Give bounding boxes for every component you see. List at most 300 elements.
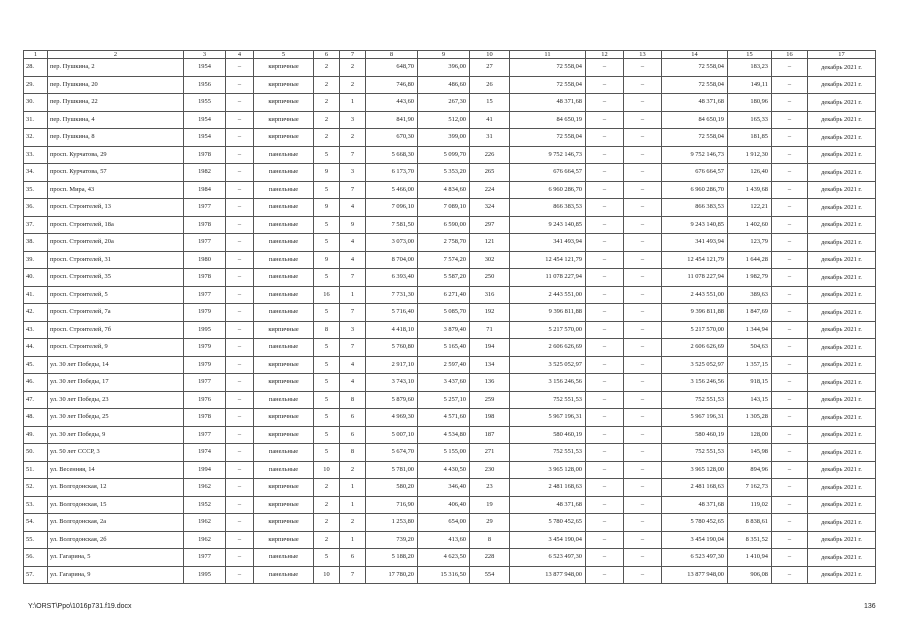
table-cell: 866 383,53	[662, 199, 728, 217]
table-cell: –	[586, 59, 624, 77]
table-cell: 2	[314, 479, 340, 497]
table-cell: ул. 30 лет Победы, 23	[48, 391, 184, 409]
table-cell: –	[772, 234, 808, 252]
table-cell: 389,63	[728, 286, 772, 304]
table-cell: 12 454 121,79	[510, 251, 586, 269]
table-cell: панельные	[254, 251, 314, 269]
table-cell: –	[772, 76, 808, 94]
table-cell: 38.	[24, 234, 48, 252]
table-body	[24, 51, 876, 584]
table-cell: 149,11	[728, 76, 772, 94]
table-row	[24, 94, 876, 112]
table-cell: кирпичные	[254, 76, 314, 94]
table-row	[24, 566, 876, 584]
table-cell: 5 257,10	[418, 391, 470, 409]
table-cell: 17 780,20	[366, 566, 418, 584]
table-cell: –	[772, 129, 808, 147]
table-cell: 2 606 626,69	[662, 339, 728, 357]
table-cell: просп. Строителей, 13	[48, 199, 184, 217]
table-cell: 55.	[24, 531, 48, 549]
table-cell: 29	[470, 514, 510, 532]
table-cell: 31.	[24, 111, 48, 129]
table-cell: 136	[470, 374, 510, 392]
table-cell: 52.	[24, 479, 48, 497]
table-cell: 580 460,19	[662, 426, 728, 444]
table-cell: 47.	[24, 391, 48, 409]
table-cell: 670,30	[366, 129, 418, 147]
table-cell: 7 162,73	[728, 479, 772, 497]
table-cell: –	[624, 76, 662, 94]
column-number-row	[24, 51, 876, 59]
table-cell: 84 650,19	[510, 111, 586, 129]
table-cell: 580 460,19	[510, 426, 586, 444]
table-cell: 271	[470, 444, 510, 462]
table-cell: 2 443 551,00	[510, 286, 586, 304]
table-cell: 1 344,94	[728, 321, 772, 339]
table-cell: 2	[314, 129, 340, 147]
table-row	[24, 181, 876, 199]
table-cell: –	[772, 164, 808, 182]
table-cell: 7	[340, 339, 366, 357]
table-cell: 9 396 811,88	[662, 304, 728, 322]
housing-table	[23, 50, 876, 584]
table-cell: панельные	[254, 461, 314, 479]
table-cell: 19	[470, 496, 510, 514]
table-cell: 5	[314, 356, 340, 374]
table-cell: –	[624, 461, 662, 479]
table-cell: –	[586, 409, 624, 427]
table-cell: –	[624, 531, 662, 549]
table-cell: пер. Пушкина, 2	[48, 59, 184, 77]
table-row	[24, 304, 876, 322]
table-cell: просп. Строителей, 18а	[48, 216, 184, 234]
table-cell: 1979	[184, 304, 226, 322]
table-cell: 134	[470, 356, 510, 374]
table-cell: 5	[314, 216, 340, 234]
table-cell: –	[624, 146, 662, 164]
table-cell: –	[226, 59, 254, 77]
table-cell: –	[624, 304, 662, 322]
table-cell: 5 165,40	[418, 339, 470, 357]
table-cell: 9	[340, 216, 366, 234]
table-cell: 41.	[24, 286, 48, 304]
table-cell: панельные	[254, 391, 314, 409]
table-cell: 28.	[24, 59, 48, 77]
table-cell: 3	[340, 111, 366, 129]
table-cell: панельные	[254, 234, 314, 252]
table-cell: ул. Весенняя, 14	[48, 461, 184, 479]
table-cell: декабрь 2021 г.	[808, 234, 876, 252]
table-cell: –	[772, 356, 808, 374]
table-cell: декабрь 2021 г.	[808, 269, 876, 287]
table-cell: –	[586, 566, 624, 584]
table-cell: 3 743,10	[366, 374, 418, 392]
table-row	[24, 496, 876, 514]
table-row	[24, 461, 876, 479]
table-cell: 224	[470, 181, 510, 199]
table-cell: 2 917,10	[366, 356, 418, 374]
table-cell: 443,60	[366, 94, 418, 112]
table-cell: 2	[314, 94, 340, 112]
table-cell: –	[624, 426, 662, 444]
table-cell: 4	[340, 251, 366, 269]
table-cell: –	[772, 339, 808, 357]
table-cell: ул. 30 лет Победы, 14	[48, 356, 184, 374]
table-cell: –	[226, 549, 254, 567]
table-cell: –	[226, 444, 254, 462]
table-cell: 2 606 626,69	[510, 339, 586, 357]
table-cell: просп. Курчатова, 29	[48, 146, 184, 164]
table-row	[24, 216, 876, 234]
table-cell: 7 574,20	[418, 251, 470, 269]
table-row	[24, 549, 876, 567]
table-cell: кирпичные	[254, 409, 314, 427]
table-cell: 6 523 497,30	[510, 549, 586, 567]
table-row	[24, 111, 876, 129]
table-cell: –	[772, 514, 808, 532]
table-cell: –	[772, 59, 808, 77]
table-cell: 2	[340, 461, 366, 479]
table-cell: –	[226, 251, 254, 269]
table-cell: –	[772, 549, 808, 567]
column-number: 9	[418, 51, 470, 59]
table-cell: декабрь 2021 г.	[808, 374, 876, 392]
table-cell: –	[624, 234, 662, 252]
table-cell: 5 879,60	[366, 391, 418, 409]
table-cell: 9 752 146,73	[510, 146, 586, 164]
table-cell: 1 912,30	[728, 146, 772, 164]
table-cell: 126,40	[728, 164, 772, 182]
table-cell: –	[226, 566, 254, 584]
table-row	[24, 339, 876, 357]
table-cell: панельные	[254, 164, 314, 182]
table-cell: –	[624, 444, 662, 462]
table-cell: 413,60	[418, 531, 470, 549]
table-cell: 3 454 190,04	[510, 531, 586, 549]
column-number: 1	[24, 51, 48, 59]
table-cell: 4 834,60	[418, 181, 470, 199]
table-cell: декабрь 2021 г.	[808, 304, 876, 322]
table-cell: 8 351,52	[728, 531, 772, 549]
table-row	[24, 199, 876, 217]
table-cell: –	[624, 409, 662, 427]
table-cell: 5 967 196,31	[510, 409, 586, 427]
table-cell: 1980	[184, 251, 226, 269]
table-cell: просп. Строителей, 7а	[48, 304, 184, 322]
table-cell: 181,85	[728, 129, 772, 147]
table-cell: просп. Строителей, 7б	[48, 321, 184, 339]
table-cell: 50.	[24, 444, 48, 462]
table-cell: –	[772, 286, 808, 304]
table-cell: 2 597,40	[418, 356, 470, 374]
table-cell: –	[772, 409, 808, 427]
table-cell: 894,96	[728, 461, 772, 479]
table-cell: 2	[314, 514, 340, 532]
table-cell: кирпичные	[254, 59, 314, 77]
table-cell: 4 418,10	[366, 321, 418, 339]
table-cell: 29.	[24, 76, 48, 94]
table-cell: панельные	[254, 269, 314, 287]
table-cell: 5	[314, 146, 340, 164]
table-cell: 9 752 146,73	[662, 146, 728, 164]
table-cell: –	[772, 479, 808, 497]
table-cell: пер. Пушкина, 20	[48, 76, 184, 94]
table-cell: декабрь 2021 г.	[808, 286, 876, 304]
table-cell: панельные	[254, 199, 314, 217]
table-cell: декабрь 2021 г.	[808, 129, 876, 147]
table-cell: 3 437,60	[418, 374, 470, 392]
table-cell: 27	[470, 59, 510, 77]
column-number: 7	[340, 51, 366, 59]
table-cell: 2 443 551,00	[662, 286, 728, 304]
table-cell: 4 623,50	[418, 549, 470, 567]
table-cell: 3 965 128,00	[510, 461, 586, 479]
table-cell: 6	[340, 549, 366, 567]
table-cell: 123,79	[728, 234, 772, 252]
table-cell: 183,23	[728, 59, 772, 77]
table-cell: 5 781,00	[366, 461, 418, 479]
table-cell: 165,33	[728, 111, 772, 129]
table-cell: 676 664,57	[510, 164, 586, 182]
table-cell: кирпичные	[254, 496, 314, 514]
table-cell: –	[586, 286, 624, 304]
table-cell: 35.	[24, 181, 48, 199]
table-cell: просп. Курчатова, 57	[48, 164, 184, 182]
table-row	[24, 514, 876, 532]
table-cell: 4 571,60	[418, 409, 470, 427]
table-cell: –	[586, 461, 624, 479]
table-cell: 3 525 052,97	[510, 356, 586, 374]
table-cell: 3 454 190,04	[662, 531, 728, 549]
table-cell: 8	[340, 444, 366, 462]
table-cell: –	[226, 426, 254, 444]
table-cell: 13 877 948,00	[662, 566, 728, 584]
table-cell: декабрь 2021 г.	[808, 59, 876, 77]
table-cell: 5 668,30	[366, 146, 418, 164]
table-cell: кирпичные	[254, 426, 314, 444]
table-cell: 5	[314, 444, 340, 462]
table-cell: –	[226, 321, 254, 339]
table-cell: 16	[314, 286, 340, 304]
table-cell: –	[624, 496, 662, 514]
table-cell: –	[226, 216, 254, 234]
table-cell: 2	[340, 514, 366, 532]
table-cell: 2	[314, 76, 340, 94]
table-cell: 56.	[24, 549, 48, 567]
table-cell: 8 838,61	[728, 514, 772, 532]
table-row	[24, 251, 876, 269]
table-cell: 7 096,10	[366, 199, 418, 217]
table-cell: кирпичные	[254, 321, 314, 339]
table-cell: панельные	[254, 146, 314, 164]
table-cell: –	[226, 286, 254, 304]
document-page	[23, 50, 875, 584]
table-cell: 918,15	[728, 374, 772, 392]
table-cell: 1 982,79	[728, 269, 772, 287]
table-cell: –	[624, 59, 662, 77]
table-cell: –	[586, 391, 624, 409]
table-cell: декабрь 2021 г.	[808, 496, 876, 514]
table-cell: 1995	[184, 566, 226, 584]
table-cell: декабрь 2021 г.	[808, 164, 876, 182]
table-cell: –	[226, 304, 254, 322]
table-cell: кирпичные	[254, 94, 314, 112]
column-number: 5	[254, 51, 314, 59]
table-cell: пер. Пушкина, 4	[48, 111, 184, 129]
table-cell: –	[226, 269, 254, 287]
table-cell: просп. Строителей, 35	[48, 269, 184, 287]
table-cell: –	[226, 356, 254, 374]
table-cell: кирпичные	[254, 356, 314, 374]
table-cell: 5	[314, 391, 340, 409]
column-number: 14	[662, 51, 728, 59]
table-cell: 72 558,04	[662, 59, 728, 77]
table-cell: –	[624, 391, 662, 409]
table-row	[24, 356, 876, 374]
table-cell: декабрь 2021 г.	[808, 321, 876, 339]
table-cell: 752 551,53	[662, 391, 728, 409]
table-cell: 5 085,70	[418, 304, 470, 322]
table-cell: –	[624, 181, 662, 199]
table-cell: ул. Гагарина, 9	[48, 566, 184, 584]
table-cell: –	[586, 76, 624, 94]
column-number: 6	[314, 51, 340, 59]
table-cell: –	[772, 444, 808, 462]
table-cell: 5	[314, 339, 340, 357]
table-row	[24, 234, 876, 252]
table-cell: 10	[314, 566, 340, 584]
table-cell: панельные	[254, 286, 314, 304]
table-cell: 119,02	[728, 496, 772, 514]
table-cell: –	[624, 286, 662, 304]
table-cell: 230	[470, 461, 510, 479]
column-number: 10	[470, 51, 510, 59]
table-cell: 265	[470, 164, 510, 182]
table-cell: –	[772, 304, 808, 322]
table-cell: –	[772, 496, 808, 514]
table-cell: –	[772, 461, 808, 479]
table-cell: 316	[470, 286, 510, 304]
table-cell: 42.	[24, 304, 48, 322]
table-cell: декабрь 2021 г.	[808, 566, 876, 584]
table-cell: 406,40	[418, 496, 470, 514]
table-cell: 1984	[184, 181, 226, 199]
table-cell: кирпичные	[254, 514, 314, 532]
table-cell: –	[586, 129, 624, 147]
table-cell: –	[772, 391, 808, 409]
table-cell: 5 760,80	[366, 339, 418, 357]
table-cell: 2	[340, 76, 366, 94]
table-cell: 1955	[184, 94, 226, 112]
table-cell: декабрь 2021 г.	[808, 111, 876, 129]
table-cell: 48 371,68	[510, 94, 586, 112]
table-cell: панельные	[254, 216, 314, 234]
table-cell: 1974	[184, 444, 226, 462]
table-cell: ул. Волгодонская, 2б	[48, 531, 184, 549]
column-number: 3	[184, 51, 226, 59]
table-cell: –	[226, 181, 254, 199]
table-row	[24, 426, 876, 444]
table-cell: 145,98	[728, 444, 772, 462]
table-cell: 2	[314, 59, 340, 77]
table-cell: 6 590,00	[418, 216, 470, 234]
table-cell: декабрь 2021 г.	[808, 76, 876, 94]
table-cell: 1 305,28	[728, 409, 772, 427]
table-cell: 1 357,15	[728, 356, 772, 374]
table-cell: –	[624, 549, 662, 567]
table-cell: 84 650,19	[662, 111, 728, 129]
table-cell: ул. 30 лет Победы, 9	[48, 426, 184, 444]
table-cell: 9 243 140,85	[510, 216, 586, 234]
table-cell: пер. Пушкина, 8	[48, 129, 184, 147]
table-row	[24, 531, 876, 549]
table-cell: 5 217 570,00	[510, 321, 586, 339]
table-cell: 30.	[24, 94, 48, 112]
table-cell: панельные	[254, 444, 314, 462]
table-cell: –	[226, 199, 254, 217]
table-cell: –	[772, 566, 808, 584]
table-cell: 6 393,40	[366, 269, 418, 287]
table-cell: 6	[340, 426, 366, 444]
column-number: 16	[772, 51, 808, 59]
table-cell: декабрь 2021 г.	[808, 391, 876, 409]
table-cell: –	[624, 321, 662, 339]
table-cell: 580,20	[366, 479, 418, 497]
table-cell: 1952	[184, 496, 226, 514]
table-cell: 2	[314, 531, 340, 549]
table-cell: 1979	[184, 339, 226, 357]
table-cell: 192	[470, 304, 510, 322]
table-cell: кирпичные	[254, 374, 314, 392]
table-cell: –	[624, 251, 662, 269]
table-cell: 399,00	[418, 129, 470, 147]
table-cell: 226	[470, 146, 510, 164]
table-cell: –	[586, 111, 624, 129]
table-cell: –	[624, 94, 662, 112]
table-cell: 1	[340, 531, 366, 549]
table-cell: 3 073,00	[366, 234, 418, 252]
table-cell: декабрь 2021 г.	[808, 514, 876, 532]
table-cell: 23	[470, 479, 510, 497]
table-cell: 15 316,50	[418, 566, 470, 584]
table-cell: 3 156 246,56	[510, 374, 586, 392]
table-cell: 302	[470, 251, 510, 269]
table-cell: –	[586, 94, 624, 112]
table-cell: 44.	[24, 339, 48, 357]
table-cell: 1 439,68	[728, 181, 772, 199]
table-cell: 194	[470, 339, 510, 357]
table-cell: 1 410,94	[728, 549, 772, 567]
table-cell: ул. 50 лет СССР, 3	[48, 444, 184, 462]
table-cell: 49.	[24, 426, 48, 444]
table-cell: 5 007,10	[366, 426, 418, 444]
table-cell: 1978	[184, 146, 226, 164]
table-cell: ул. Волгодонская, 2а	[48, 514, 184, 532]
table-cell: –	[226, 479, 254, 497]
table-cell: 1	[340, 286, 366, 304]
table-cell: 8 704,00	[366, 251, 418, 269]
table-cell: 5 466,00	[366, 181, 418, 199]
table-cell: 1 644,28	[728, 251, 772, 269]
table-cell: 187	[470, 426, 510, 444]
table-cell: 5	[314, 269, 340, 287]
table-cell: просп. Строителей, 20а	[48, 234, 184, 252]
table-cell: –	[586, 234, 624, 252]
table-cell: –	[772, 181, 808, 199]
table-cell: 7 089,10	[418, 199, 470, 217]
table-cell: –	[624, 374, 662, 392]
table-cell: 676 664,57	[662, 164, 728, 182]
